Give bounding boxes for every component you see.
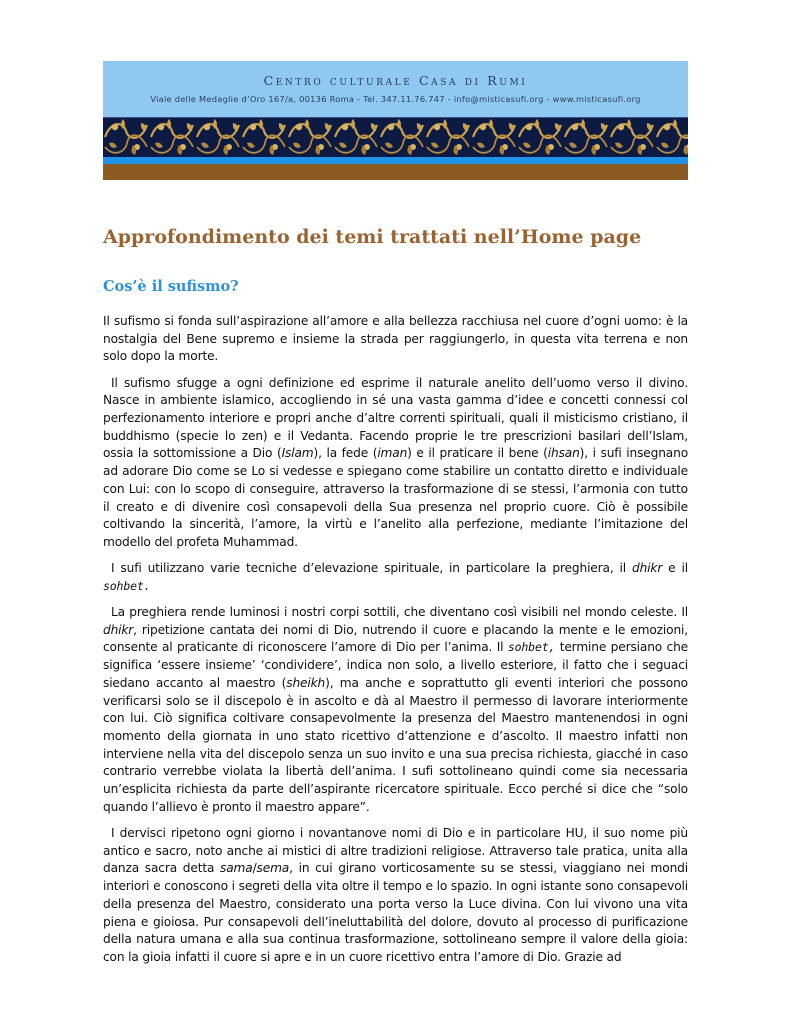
- organization-name: Centro culturale Casa di Rumi: [263, 73, 528, 88]
- paragraph-text: termine persiano che significa ‘essere insieme’ ‘condividere’, indica non solo, a livello esteriore, il fatto che i seguaci siedano accanto al maestro (: [103, 640, 688, 690]
- article-body: [103, 313, 688, 975]
- paragraph-text: I dervisci ripetono ogni giorno i novantanove nomi di Dio e in particolare HU, il suo nome più antico e sacro, noto anche ai mistici di altre tradizioni religiose. Attraverso tale pratica, unita alla danza sacra detta: [103, 825, 688, 876]
- paragraph-text: ) e il praticare il bene (: [407, 446, 548, 461]
- term-dhikr: dhikr: [103, 622, 134, 637]
- term-dhikr: dhikr: [632, 561, 663, 576]
- term-sohbet: sohbet,: [507, 640, 556, 655]
- paragraph-text: ), i sufi insegnano ad adorare Dio come se Lo si vedesse e spiegano come stabilire un contatto diretto e individuale con Lui: con lo scopo di conseguire, attraverso la trasformazione di se stessi, l’armonia con tutto il creato e di divenire così consapevoli della Sua presenza nel proprio cuore. Ciò è possibile coltivando la sincerità, l’amore, la virtù e l’anelito alla perfezione, mediante l’imitazione del modello del profeta Muhammad.: [103, 446, 688, 549]
- term-sohbet: sohbet.: [103, 578, 151, 593]
- paragraph-2: [103, 375, 688, 552]
- paragraph-text: ), ma anche e soprattutto gli eventi interiori che possono verificarsi solo se il discepolo è in ascolto e dà al Maestro il permesso di lavorare interiormente con lui. Ciò significa coltivare consapevolmente la presenza del Maestro mantenendosi in ogni momento della giornata in uno stato ricettivo d’attenzione e d’ascolto. Il maestro infatti non interviene nella vita del discepolo senza un suo invito e una sua precisa richiesta, giacché in caso contrario verrebbe violata la libertà dell’anima. I sufi sottolineano quindi come sia necessaria un’esplicita richiesta da parte dell’aspirante ricercatore spirituale. Ecco perché si dice che “solo quando l’allievo è pronto il maestro appare”.: [103, 675, 688, 814]
- paragraph-3: [103, 560, 688, 595]
- ornamental-band: [103, 117, 688, 157]
- paragraph-text: I sufi utilizzano varie tecniche d’elevazione spirituale, in particolare la preghiera, il: [111, 561, 633, 576]
- term-ihsan: ihsan: [547, 446, 580, 461]
- paragraph-text: ), la fede (: [313, 446, 378, 461]
- blue-stripe: [103, 157, 688, 164]
- paragraph-text: La preghiera rende luminosi i nostri corpi sottili, che diventano così visibili nel mondo celeste. Il: [111, 605, 688, 620]
- term-islam: Islam: [281, 446, 314, 461]
- paragraph-text: Il sufismo si fonda sull’aspirazione all’amore e alla bellezza racchiusa nel cuore d’ogni uomo: è la nostalgia del Bene supremo e insieme la strada per raggiungerlo, in questa vita terrena e non solo dopo la morte.: [103, 314, 688, 364]
- brown-stripe: [103, 164, 688, 180]
- paragraph-5: [103, 825, 688, 967]
- banner-title-band: [103, 61, 688, 117]
- paragraph-text: , in cui girano vorticosamente su se stessi, viaggiano nei mondi interiori e conoscono i segreti della vita oltre il tempo e lo spazio. In ogni istante sono consapevoli della presenza del Maestro, considerato una porta verso la Luce divina. Con lui vivono una vita piena e gioiosa. Pur consapevoli dell’ineluttabilità del dolore, dovuto al processo di purificazione della natura umana e alla sua continua trasformazione, sottolineano sempre il valore della gioia: con la gioia infatti il cuore si apre e in un cuore ricettivo entra l’amore di Dio. Grazie ad: [103, 861, 688, 964]
- header-banner: [103, 61, 688, 180]
- term-iman: iman: [377, 446, 408, 461]
- paragraph-4: [103, 604, 688, 816]
- term-sama: sama: [220, 861, 253, 876]
- term-sheikh: sheikh: [286, 675, 326, 690]
- page-title: Approfondimento dei temi trattati nell’Home page: [103, 226, 642, 248]
- paragraph-1: [103, 313, 688, 366]
- arabesque-ornament-icon: [103, 117, 688, 157]
- paragraph-text: , ripetizione cantata dei nomi di Dio, nutrendo il cuore e placando la mente e le emozioni, consente al praticante di riconoscere l’amore di Dio per l’anima. Il: [103, 622, 688, 655]
- paragraph-text: Il sufismo sfugge a ogni definizione ed esprime il naturale anelito dell’uomo verso il divino. Nasce in ambiente islamico, accogliendo in sé una vasta gamma d’idee e concetti connessi col perfezionamento interiore e propri anche d’altre correnti spirituali, quali il misticismo cristiano, il buddhismo (specie lo zen) e il Vedanta. Facendo proprie le tre prescrizioni basilari dell’Islam, ossia la sottomissione a Dio (: [103, 375, 688, 461]
- organization-address: Viale delle Medaglie d’Oro 167/a, 00136 Roma - Tel. 347.11.76.747 - info@misticasufi.org - www.misticasufi.org: [150, 94, 641, 104]
- paragraph-text: e il: [662, 561, 688, 576]
- paragraph-text: /: [252, 861, 257, 876]
- term-sema: sema: [256, 861, 290, 876]
- section-title: Cos’è il sufismo?: [103, 278, 239, 295]
